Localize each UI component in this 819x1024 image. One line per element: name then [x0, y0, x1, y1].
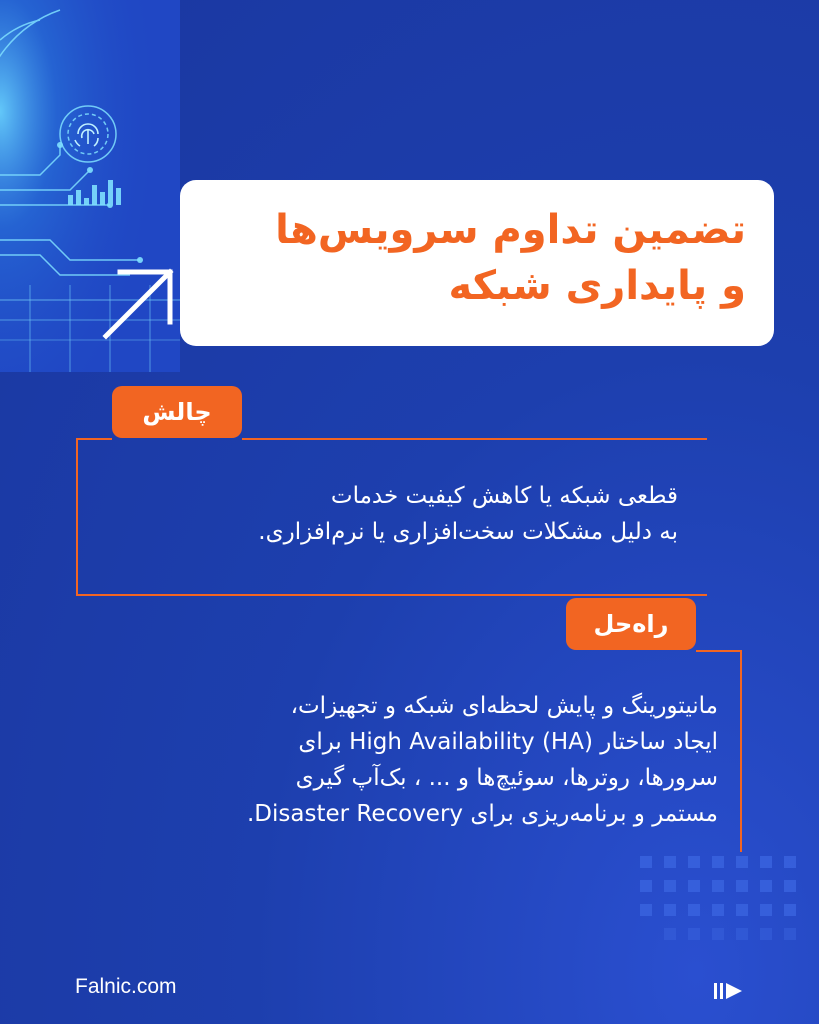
solution-badge: راه‌حل: [566, 598, 696, 650]
solution-frame-right: [740, 650, 742, 852]
challenge-frame-top-left: [76, 438, 112, 440]
footer-website[interactable]: Falnic.com: [75, 975, 177, 998]
solution-line: مستمر و برنامه‌ریزی برای Disaster Recovery.: [246, 801, 718, 827]
challenge-frame-top-right: [242, 438, 707, 440]
solution-line: مانیتورینگ و پایش لحظه‌ای شبکه و تجهیزات،: [290, 693, 718, 719]
solution-line: ایجاد ساختار High Availability (HA) برای: [298, 729, 718, 755]
challenge-line: به دلیل مشکلات سخت‌افزاری یا نرم‌افزاری.: [258, 519, 678, 545]
solution-text: [70, 688, 718, 832]
solution-line: سرورها، روترها، سوئیچ‌ها و ... ، بک‌آپ گیری: [295, 765, 718, 791]
challenge-line: قطعی شبکه یا کاهش کیفیت خدمات: [330, 483, 678, 509]
dot-grid-decoration: [640, 856, 810, 966]
title-line-2: و پایداری شبکه: [448, 263, 746, 309]
title-line-1: تضمین تداوم سرویس‌ها: [275, 207, 746, 253]
arrow-up-right-icon: [96, 262, 180, 346]
challenge-badge: چالش: [112, 386, 242, 438]
solution-frame-top: [696, 650, 742, 652]
title-card: [180, 180, 774, 346]
challenge-text: [100, 478, 678, 550]
play-forward-icon[interactable]: [714, 980, 744, 1002]
